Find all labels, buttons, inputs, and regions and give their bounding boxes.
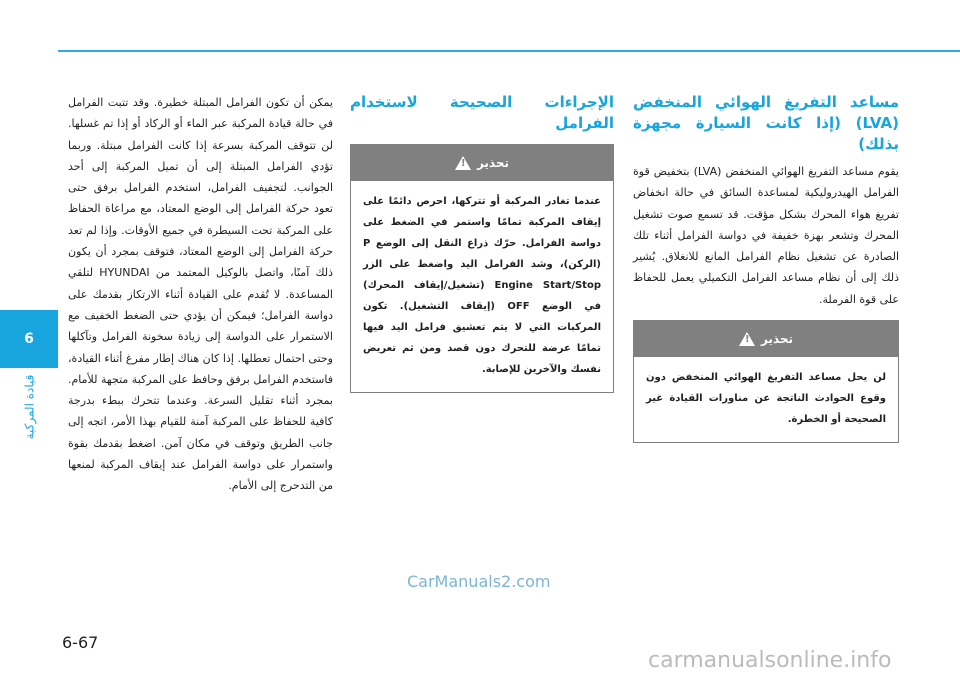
caution-label: تحذير	[760, 332, 794, 347]
chapter-tab: 6	[0, 310, 58, 368]
top-rule	[58, 50, 960, 52]
parking-caution-box	[350, 144, 614, 393]
watermark: CarManuals2.com	[407, 572, 551, 591]
caution-header	[351, 145, 613, 181]
left-column	[68, 92, 333, 497]
page-number: 6-67	[62, 633, 99, 652]
caution-text: عندما تغادر المركبة أو تتركها، احرص دائمًا على إيقاف المركبة تمامًا واستمر في الضغط على دواسة الفرامل. حرّك ذراع النقل إلى الوضع P (الركن)، وشد الفرامل اليد واضغط على الزر Engine Start/Stop (تشغيل/إيقاف المحرك) في الوضع OFF (إيقاف التشغيل). تكون المركبات التي لا يتم تعشيق فرامل اليد فيها تمامًا عرضة للتحرك دون قصد ومن ثم تعريض نفسك والآخرين للإصابة.	[363, 196, 601, 375]
middle-column	[350, 92, 614, 393]
lva-heading: مساعد التفريغ الهوائي المنخفض (LVA) (إذا كانت السيارة مجهزة بذلك)	[633, 93, 899, 153]
caution-label: تحذير	[476, 156, 510, 170]
lva-paragraph: يقوم مساعد التفريغ الهوائي المنخفض (LVA) بتخفيض قوة الفرامل الهيدروليكية لمساعدة السائق في حالة انخفاض تفريغ هواء المحرك بشكل مؤقت. قد تسمع صوت تشغيل المحرك وتشعر بهزة خفيفة في دواسة الفرامل أثناء تلك الصادرة عن تشغيل نظام الفرامل المانع للانغلاق. يُشير ذلك إلى أن نظام مساعد الفرامل التكميلي يعمل للحفاظ على قوة الفرملة.	[633, 165, 899, 306]
brake-procedures-heading: الإجراءات الصحيحة لاستخدام الفرامل	[350, 93, 614, 132]
footer-watermark: carmanualsonline.info	[648, 648, 892, 673]
warning-icon	[739, 332, 755, 346]
chapter-label: قيادة المركبة	[22, 374, 36, 440]
caution-text: لن يحل مساعد التفريغ الهوائي المنخفض دون وقوع الحوادث الناتجة عن مناورات القيادة غير الصحيحة أو الخطرة.	[646, 372, 886, 426]
lva-caution-box	[633, 320, 899, 443]
warning-icon	[455, 156, 471, 170]
caution-header	[634, 321, 898, 357]
right-column	[633, 92, 899, 443]
wet-brakes-paragraph: يمكن أن تكون الفرامل المبتلة خطيرة. وقد تتبت الفرامل في حالة قيادة المركبة عبر الماء أو الركاد أو إذا تم غسلها. لن تتوقف المركبة بسرعة إذا كانت الفرامل مبتلة. وربما تؤدي الفرامل المبتلة إلى أن تميل المركبة إلى أحد الجوانب. لتجفيف الفرامل، استخدم الفرامل برفق حتى تعود حركة الفرامل إلى الوضع المعتاد، مع مراعاة الحفاظ على المركبة تحت السيطرة في جميع الأوقات. وإذا لم تعد حركة الفرامل إلى الوضع المعتاد، فتوقف بمجرد أن يكون ذلك آمنًا، واتصل بالوكيل المعتمد من HYUNDAI لتلقي المساعدة. لا تُقدم على القيادة أثناء الارتكاز بقدمك على دواسة الفرامل؛ فيمكن أن يؤدي حتى الضغط الخفيف مع الاستمرار على الدواسة إلى زيادة سخونة الفرامل وتآكلها وحتى احتمال تعطلها. إذا كان هناك إطار مفرغ أثناء القيادة، فاستخدم الفرامل برفق وحافظ على المركبة متجهة للأمام. بمجرد أثناء تقليل السرعة. وعندما تتحرك ببطء بدرجة كافية للحفاظ على المركبة آمنة للقيام بهذا الأمر، اتجه إلى جانب الطريق وتوقف في مكان آمن. اضغط بقدمك بقوة واستمرار على دواسة الفرامل عند إيقاف المركبة لمنعها من التدحرج إلى الأمام.	[68, 96, 333, 493]
